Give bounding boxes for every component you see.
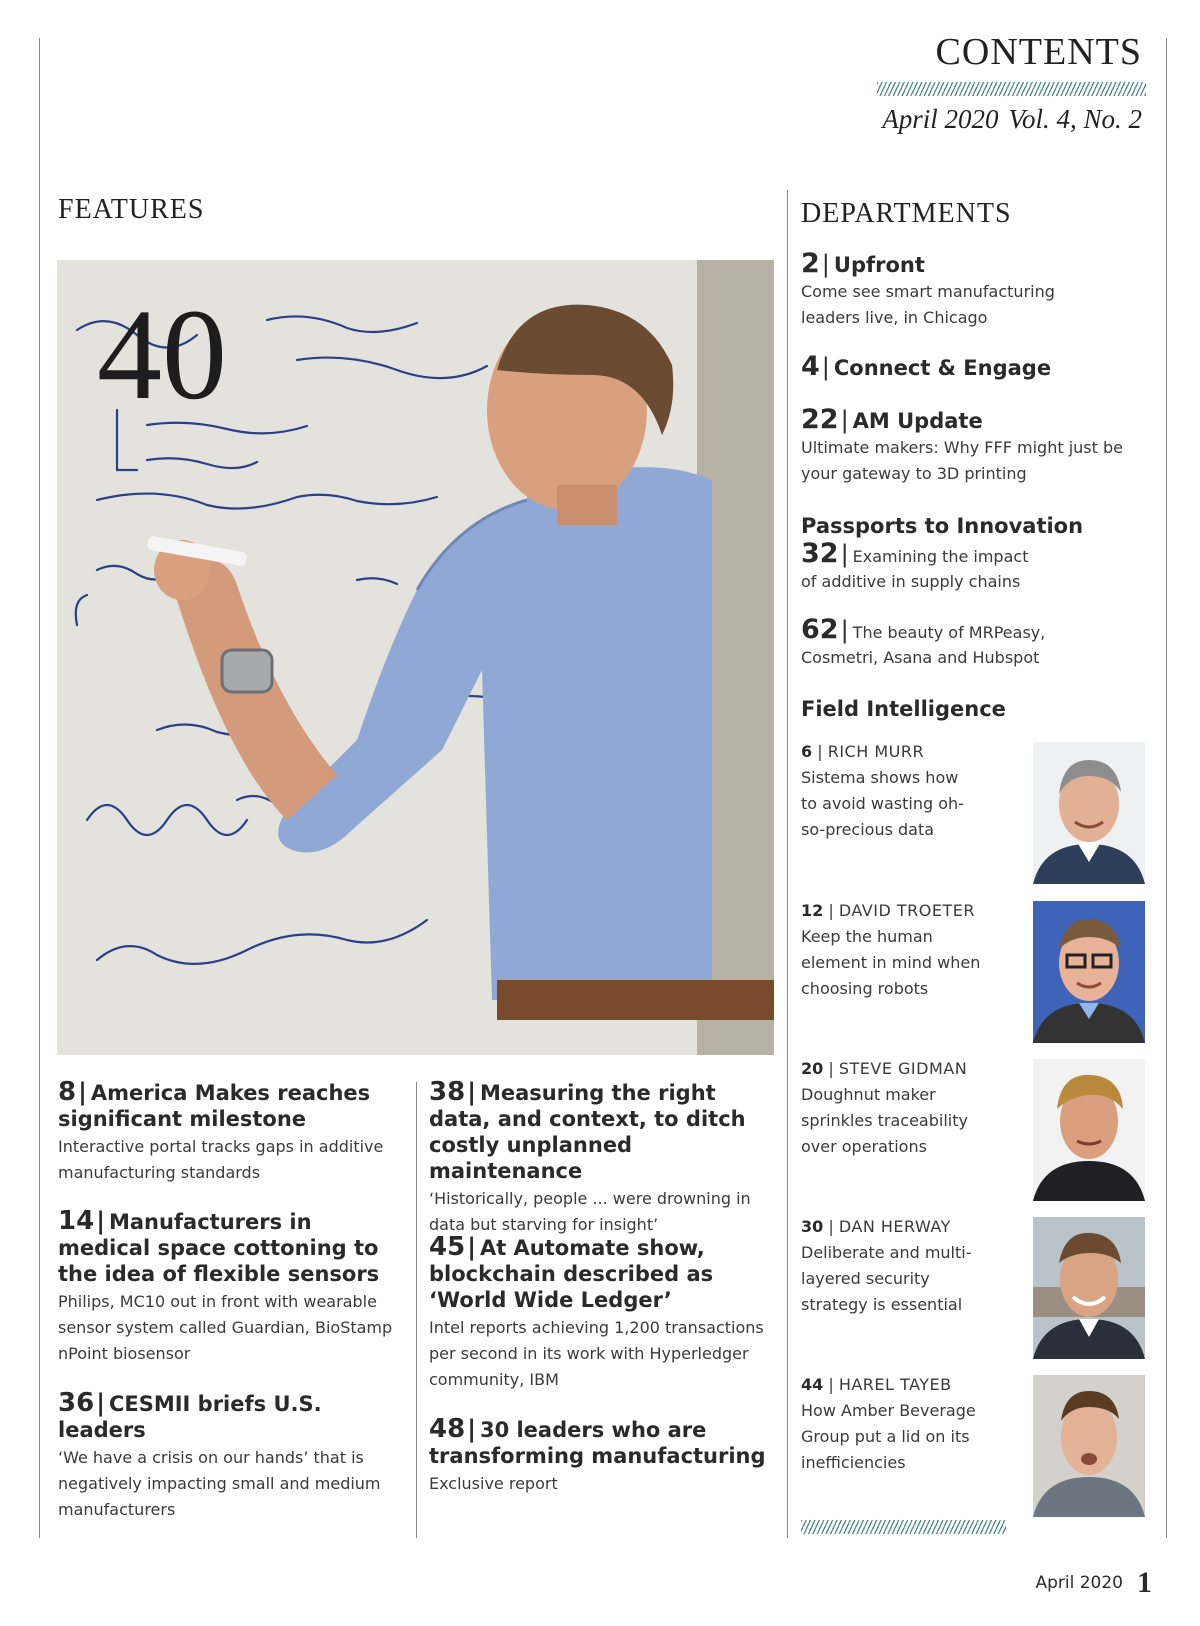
department-page-num: 62 — [801, 614, 839, 645]
columnist-byline: 20 | STEVE GIDMAN — [801, 1059, 968, 1078]
field-intelligence-heading: Field Intelligence — [801, 697, 1006, 721]
columnist-portrait-david-troeter — [1033, 901, 1145, 1043]
feature-article-48[interactable] — [429, 1416, 769, 1497]
department-desc: Ultimate makers: Why FFF might just be your gateway to 3D printing — [801, 438, 1123, 483]
feature-title: At Automate show, blockchain described as ‘World Wide Ledger’ — [429, 1236, 714, 1312]
feature-page-num: 45 — [429, 1232, 466, 1262]
columnist-name: HAREL TAYEB — [838, 1375, 952, 1394]
feature-title: Manufacturers in medical space cottoning to the idea of flexible sensors — [58, 1210, 380, 1286]
columnist-rich-murr[interactable] — [801, 739, 1021, 843]
columnist-desc: How Amber Beverage Group put a lid on its inefficiencies — [801, 1401, 976, 1472]
columnist-page-num: 20 — [801, 1059, 824, 1078]
department-section-title: Passports to Innovation — [801, 514, 1084, 538]
page-number: 1 — [1137, 1566, 1152, 1599]
feature-page-num: 8 — [58, 1077, 77, 1107]
feature-article-8[interactable] — [58, 1079, 398, 1186]
columnist-david-troeter[interactable] — [801, 898, 1021, 1002]
feature-desc: Philips, MC10 out in front with wearable sensor system called Guardian, BioStamp nPoint biosensor — [58, 1292, 393, 1363]
feature-article-14[interactable] — [58, 1208, 398, 1367]
feature-desc: Intel reports achieving 1,200 transactions per second in its work with Hyperledger community, IBM — [429, 1318, 764, 1389]
feature-desc: ‘We have a crisis on our hands’ that is negatively impacting small and medium manufacturers — [58, 1448, 381, 1519]
feature-title: 30 leaders who are transforming manufacturing — [429, 1418, 766, 1468]
feature-title: CESMII briefs U.S. leaders — [58, 1392, 322, 1442]
feature-desc: Interactive portal tracks gaps in additive manufacturing standards — [58, 1137, 384, 1182]
left-border-rule — [39, 38, 40, 1538]
feature-page-num: 48 — [429, 1414, 466, 1444]
columnist-name: RICH MURR — [827, 742, 925, 761]
department-desc-inline: Examining the impact — [852, 547, 1029, 566]
title-hatch-rule — [877, 82, 1146, 96]
columnist-desc: Keep the human element in mind when choosing robots — [801, 927, 981, 998]
columnist-harel-tayeb[interactable] — [801, 1372, 1021, 1476]
department-desc-inline: The beauty of MRPeasy, — [852, 623, 1046, 642]
feature-headline: 48| 30 leaders who are transforming manufacturing — [429, 1414, 766, 1468]
feature-article-38[interactable] — [429, 1079, 769, 1238]
feature-headline: 8| America Makes reaches significant milestone — [58, 1077, 371, 1131]
feature-page-num: 36 — [58, 1388, 95, 1418]
department-headline: 32| Examining the impact — [801, 538, 1029, 569]
page-footer — [1035, 1566, 1152, 1600]
feature-desc: ‘Historically, people ... were drowning in data but starving for insight’ — [429, 1189, 751, 1234]
feature-page-num: 38 — [429, 1077, 466, 1107]
columnist-desc: Sistema shows how to avoid wasting oh-so-precious data — [801, 768, 964, 839]
columnist-byline: 6 | RICH MURR — [801, 742, 925, 761]
feature-headline: 45| At Automate show, blockchain described as ‘World Wide Ledger’ — [429, 1232, 714, 1312]
columnist-byline: 44 | HAREL TAYEB — [801, 1375, 952, 1394]
feature-title: Measuring the right data, and context, to ditch costly unplanned maintenance — [429, 1081, 746, 1183]
department-title: Connect & Engage — [833, 356, 1052, 380]
right-border-rule — [1166, 38, 1167, 1538]
feature-page-number: 40 — [97, 283, 227, 427]
columnist-steve-gidman[interactable] — [801, 1056, 1021, 1160]
department-page-num: 22 — [801, 404, 839, 435]
columnist-page-num: 44 — [801, 1375, 824, 1394]
department-page-num: 32 — [801, 538, 839, 569]
feature-title: America Makes reaches significant milestone — [58, 1081, 371, 1131]
issue-info — [882, 104, 1142, 135]
department-title: Upfront — [833, 253, 925, 277]
feature-headline: 14| Manufacturers in medical space cottoning to the idea of flexible sensors — [58, 1206, 380, 1286]
columnist-name: STEVE GIDMAN — [838, 1059, 968, 1078]
departments-heading: DEPARTMENTS — [801, 198, 1012, 229]
issue-volume: Vol. 4, No. 2 — [1008, 104, 1142, 134]
columnist-portrait-harel-tayeb — [1033, 1375, 1145, 1517]
columnist-name: DAN HERWAY — [838, 1217, 951, 1236]
department-page-num: 4 — [801, 351, 820, 382]
feature-headline: 38| Measuring the right data, and context, to ditch costly unplanned maintenance — [429, 1077, 746, 1183]
department-headline: 22| AM Update — [801, 404, 983, 435]
department-upfront[interactable] — [801, 248, 1141, 331]
footer-date: April 2020 — [1035, 1573, 1123, 1593]
columnist-portrait-steve-gidman — [1033, 1059, 1145, 1201]
columnist-portrait-dan-herway — [1033, 1217, 1145, 1359]
department-connect-engage[interactable] — [801, 351, 1141, 382]
feature-desc: Exclusive report — [429, 1474, 558, 1493]
department-passports[interactable] — [801, 514, 1141, 595]
department-page-num: 2 — [801, 248, 820, 279]
column-divider-departments — [787, 190, 788, 1538]
department-am-update[interactable] — [801, 404, 1141, 487]
columnist-dan-herway[interactable] — [801, 1214, 1021, 1318]
departments-hatch-rule — [801, 1520, 1006, 1534]
feature-article-36[interactable] — [58, 1390, 398, 1523]
department-title: AM Update — [852, 409, 983, 433]
issue-date: April 2020 — [882, 104, 999, 134]
columnist-desc: Doughnut maker sprinkles traceability over operations — [801, 1085, 968, 1156]
columnist-byline: 12 | DAVID TROETER — [801, 901, 975, 920]
columnist-name: DAVID TROETER — [838, 901, 975, 920]
department-desc: Cosmetri, Asana and Hubspot — [801, 648, 1040, 667]
column-divider-features — [416, 1082, 417, 1538]
columnist-page-num: 6 — [801, 742, 813, 761]
columnist-portrait-rich-murr — [1033, 742, 1145, 884]
columnist-page-num: 12 — [801, 901, 824, 920]
columnist-desc: Deliberate and multi-layered security strategy is essential — [801, 1243, 972, 1314]
columnist-byline: 30 | DAN HERWAY — [801, 1217, 951, 1236]
department-headline: 62| The beauty of MRPeasy, — [801, 614, 1046, 645]
feature-page-num: 14 — [58, 1206, 95, 1236]
department-62[interactable] — [801, 614, 1141, 671]
features-heading: FEATURES — [58, 194, 205, 225]
feature-photo[interactable] — [57, 260, 774, 1055]
department-desc: Come see smart manufacturing leaders live, in Chicago — [801, 282, 1055, 327]
feature-article-45[interactable] — [429, 1234, 769, 1393]
department-headline: 2| Upfront — [801, 248, 925, 279]
feature-headline: 36| CESMII briefs U.S. leaders — [58, 1388, 322, 1442]
department-headline: 4| Connect & Engage — [801, 351, 1052, 382]
page-title: CONTENTS — [935, 31, 1142, 73]
columnist-page-num: 30 — [801, 1217, 824, 1236]
department-desc: of additive in supply chains — [801, 572, 1021, 591]
